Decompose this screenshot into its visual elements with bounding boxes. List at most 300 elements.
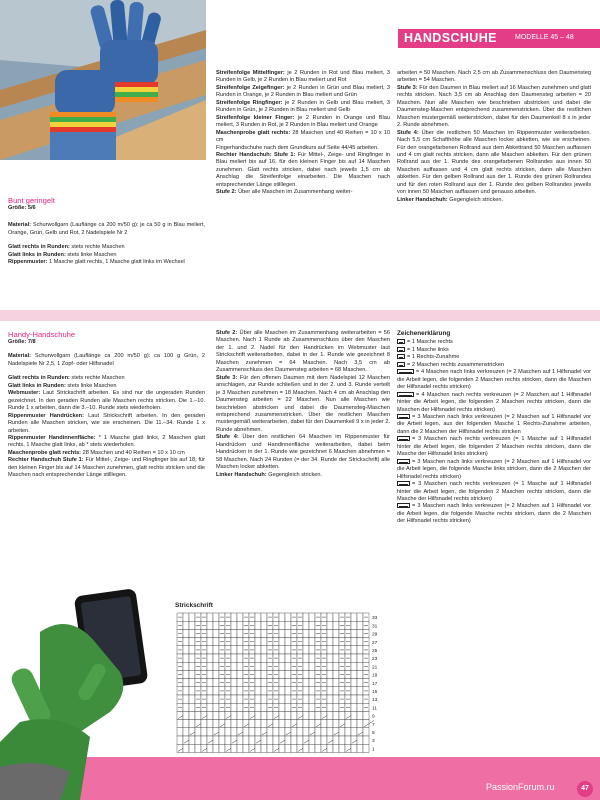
para: Rippenmuster Handinnenfläche: * 1 Masche glatt links, 2 Maschen glatt rechts, 1 Masche glatt links, ab * stets wiederholen. — [8, 434, 205, 449]
para: Maschenprobe glatt rechts: 28 Maschen und 40 Reihen = 10 x 10 cm — [8, 449, 185, 456]
para: Stufe 4: Über den restlichen 64 Maschen im Rippenmuster für Handrücken und Handinnenfläche weiterarbeiten, dabei beim Handrücken in der 1. Runde wie gezeichnet 6 Maschen abnehmen = 58 Maschen. Nach 24 Runden (= der 34. Runde der Strickschrift) alle Maschen locker abketten. — [216, 434, 390, 471]
chart-row-label: 33 — [372, 616, 378, 622]
chart-cell — [219, 736, 225, 744]
chart-cell — [219, 744, 225, 752]
chart-cell — [213, 662, 219, 670]
chart-cell — [207, 744, 213, 752]
chart-cell — [207, 728, 213, 736]
chart-cell — [183, 744, 189, 752]
section2-title: Handy-Handschuhe — [8, 330, 76, 339]
chart-cell — [327, 646, 333, 654]
chart-cell — [297, 728, 303, 736]
chart-cell — [231, 638, 237, 646]
chart-cell — [285, 613, 291, 621]
chart-cell — [303, 703, 309, 711]
chart-cell — [261, 736, 267, 744]
chart-cell — [213, 703, 219, 711]
chart-row-label: 13 — [372, 698, 378, 704]
chart-cell — [279, 613, 285, 621]
chart-cell — [183, 670, 189, 678]
chart-cell — [189, 621, 195, 629]
chart-cell — [309, 703, 315, 711]
chart-cell — [231, 720, 237, 728]
chart-cell — [261, 662, 267, 670]
chart-cell — [321, 720, 327, 728]
chart-cell — [279, 703, 285, 711]
chart-cell — [339, 736, 345, 744]
chart-cell — [219, 728, 225, 736]
chart-cell — [357, 621, 363, 629]
chart-cell — [249, 736, 255, 744]
chart-cell — [255, 629, 261, 637]
chart-cell — [333, 711, 339, 719]
chart-cell — [279, 638, 285, 646]
chart-cell — [303, 720, 309, 728]
para: Streifenfolge Zeigefinger: je 2 Runden in Grün und Blau meliert, 3 Runden in Orange, je 2 Runden in Blau meliert und Grün — [216, 84, 390, 99]
chart-cell — [285, 695, 291, 703]
chart-grid — [177, 613, 374, 752]
chart-cell — [273, 736, 279, 744]
chart-cell — [327, 728, 333, 736]
section1-size: Größe: 5/6 — [8, 205, 36, 211]
chart-cell — [183, 629, 189, 637]
chart-cell — [357, 670, 363, 678]
chart-cell — [231, 728, 237, 736]
chart-cell — [231, 621, 237, 629]
chart-cell — [357, 744, 363, 752]
chart-cell — [279, 679, 285, 687]
chart-cell — [183, 646, 189, 654]
section2-col2 — [216, 330, 390, 479]
chart-cell — [261, 646, 267, 654]
chart-cell — [309, 736, 315, 744]
chart-cell — [357, 662, 363, 670]
chart-cell — [357, 646, 363, 654]
chart-cell — [333, 703, 339, 711]
chart-cell — [327, 703, 333, 711]
chart-row-label: 17 — [372, 681, 378, 687]
chart-cell — [333, 662, 339, 670]
chart-cell — [333, 687, 339, 695]
chart-cell — [327, 613, 333, 621]
chart-cell — [327, 687, 333, 695]
chart-cell — [183, 662, 189, 670]
chart-cell — [237, 695, 243, 703]
chart-cell — [339, 728, 345, 736]
chart-cell — [183, 728, 189, 736]
chart-cell — [255, 703, 261, 711]
chart-row-label: 3 — [372, 739, 375, 745]
para: Stufe 3: Für den Daumen in Blau meliert auf 16 Maschen zunehmen und glatt rechts stricken. Nach 3,5 cm ab Anschlag den Daumensteg arbeiten = 20 Maschen. Nun alle Maschen wie beschrieben abstricken und dabei die Daumensteg-Maschen entsprechend zusammenstricken. Über die restlichen Maschen mustergemäß weiterstricken, dabei für den Daumenkeil 8 x in jeder 2. Runde abnehmen. — [397, 84, 592, 129]
para: Streifenfolge Ringfinger: je 2 Runden in Gelb und Blau meliert, 3 Runden in Grün, je 2 Runden in Blau meliert und Gelb — [216, 99, 390, 114]
chart-cell — [231, 646, 237, 654]
chart-cell — [339, 744, 345, 752]
chart-cell — [267, 711, 273, 719]
para: Rechter Handschuh: Stufe 1: Für Mittel-, Zeige- und Ringfinger in Blau meliert bis auf 16, für den kleinen Finger bis auf 14 Maschen zunehmen. Glatt rechts stricken, dabei nach jeweils 1,5 cm ab Anschlag die Streifenfolge einarbeiten. Die Maschen nach entsprechender Länge stilllegen. — [216, 151, 390, 188]
chart-cell — [189, 638, 195, 646]
chart-cell — [363, 711, 369, 719]
chart-cell — [177, 728, 183, 736]
chart-cell — [237, 621, 243, 629]
legend-item: = 3 Maschen nach rechts verkreuzen (= 1 Masche auf 1 Hilfsnadel hinter die Arbeit legen, die folgenden 2 Maschen rechts stricken, dann die Masche der Hilfsnadel rechts stricken) — [397, 481, 591, 502]
chart-cell — [333, 629, 339, 637]
legend-item: = 1 Rechts-Zunahme — [397, 354, 591, 361]
chart-cell — [285, 703, 291, 711]
chart-cell — [183, 638, 189, 646]
chart-cell — [267, 736, 273, 744]
legend-item: = 3 Maschen nach links verkreuzen (= 2 Maschen auf 1 Hilfsnadel vor die Arbeit legen, aus der folgenden Masche 1 Rechts-Zunahme arbeiten, dann die 2 Maschen der Hilfsnadel rechts stricken — [397, 413, 591, 435]
chart-row-label: 25 — [372, 649, 378, 654]
para: Stufe 2: Über alle Maschen im Zusammenhang weiter- — [216, 189, 353, 196]
chart-cell — [243, 711, 249, 719]
chart-cell — [189, 687, 195, 695]
chart-cell — [213, 687, 219, 695]
chart-cell — [291, 736, 297, 744]
chart-cell — [261, 613, 267, 621]
page-number: 47 — [577, 781, 593, 797]
chart-cell — [333, 736, 339, 744]
chart-cell — [201, 736, 207, 744]
site-watermark: PassionForum.ru — [486, 782, 555, 792]
chart-cell — [351, 720, 357, 728]
chart-cell — [309, 646, 315, 654]
chart-cell — [357, 629, 363, 637]
chart-cell — [231, 629, 237, 637]
chart-cell — [261, 670, 267, 678]
chart-cell — [195, 711, 201, 719]
chart-cell — [333, 679, 339, 687]
chart-cell — [231, 613, 237, 621]
chart-cell — [363, 744, 369, 752]
chart-cell — [189, 736, 195, 744]
chart-cell — [309, 720, 315, 728]
chart-cell — [207, 687, 213, 695]
chart-cell — [243, 744, 249, 752]
legend-item: = 4 Maschen nach rechts verkreuzen (= 2 Maschen auf 1 Hilfsnadel hinter die Arbeit legen, die folgenden 2 Maschen rechts stricken, dann die Maschen der Hilfsnadel rechts stricken) — [397, 391, 591, 413]
chart-cell — [201, 720, 207, 728]
legend-item: = 3 Maschen nach links verkreuzen (= 2 Maschen auf 1 Hilfsnadel vor die Arbeit legen, die folgende Masche rechts stricken, dann die 2 Maschen der Hilfsnadel rechts stricken) — [397, 503, 591, 525]
legend-item: = 1 Masche links — [397, 347, 591, 354]
chart-cell — [291, 711, 297, 719]
chart-cell — [249, 728, 255, 736]
chart-cell — [261, 711, 267, 719]
chart-cell — [183, 703, 189, 711]
chart-cell — [189, 654, 195, 662]
chart-cell — [303, 711, 309, 719]
chart-cell — [357, 720, 363, 728]
chart-cell — [189, 744, 195, 752]
chart-cell — [183, 654, 189, 662]
para: Stufe 2: Über alle Maschen im Zusammenhang weiterarbeiten = 56 Maschen. Nach 1 Runde ab Zusammenschluss über den Maschen der 1. und 2. Nadel für den Handrücken im Webmuster laut Strickschrift weiterarbeiten, dabei in der 1. Runde wie gezeichnet 8 Maschen zunehmen = 64 Maschen. Nach 3,5 cm ab Zusammenschluss den Daumensteg arbeiten = 68 Maschen. — [216, 330, 390, 374]
chart-cell — [279, 629, 285, 637]
chart-cell — [255, 679, 261, 687]
chart-cell — [195, 736, 201, 744]
chart-cell — [273, 728, 279, 736]
chart-cell — [261, 695, 267, 703]
chart-cell — [315, 736, 321, 744]
chart-cell — [303, 695, 309, 703]
section1-title: Bunt geringelt — [8, 196, 55, 205]
chart-cell — [255, 687, 261, 695]
chart-cell — [285, 736, 291, 744]
legend-title: Zeichenerklärung — [397, 330, 451, 337]
chart-row-label: 19 — [372, 673, 378, 679]
chart-cell — [309, 679, 315, 687]
chart-cell — [357, 695, 363, 703]
chart-cell — [333, 638, 339, 646]
legend-item: = 2 Maschen rechts zusammenstricken — [397, 362, 591, 369]
chart-cell — [285, 638, 291, 646]
legend — [397, 330, 591, 526]
chart-cell — [189, 629, 195, 637]
chart-cell — [189, 695, 195, 703]
chart-cell — [255, 621, 261, 629]
chart-cell — [255, 613, 261, 621]
chart-row-label: 9 — [372, 714, 375, 720]
chart-cell — [309, 638, 315, 646]
chart-cell — [285, 646, 291, 654]
chart-cell — [279, 621, 285, 629]
chart-cell — [351, 654, 357, 662]
photo-phone-gloves — [0, 572, 168, 800]
chart-cell — [279, 654, 285, 662]
gloves-photo-illustration — [0, 0, 206, 160]
chart-cell — [213, 744, 219, 752]
chart-cell — [351, 670, 357, 678]
para: Fingerhandschuhe nach dem Grundkurs auf Seite 44/45 arbeiten. — [216, 144, 379, 151]
chart-cell — [303, 621, 309, 629]
chart-cell — [315, 711, 321, 719]
chart-cell — [243, 736, 249, 744]
chart-cell — [327, 744, 333, 752]
chart-cell — [219, 711, 225, 719]
chart-title: Strickschrift — [175, 602, 213, 609]
chart-row-label: 7 — [372, 722, 375, 728]
chart-cell — [213, 736, 219, 744]
legend-item: = 4 Maschen nach links verkreuzen (= 2 Maschen auf 1 Hilfsnadel vor die Arbeit legen, die folgenden 2 Maschen rechts stricken, dann die Maschen der Hilfsnadel rechts stricken) — [397, 369, 591, 391]
chart-cell — [327, 679, 333, 687]
chart-cell — [261, 638, 267, 646]
chart-cell — [357, 687, 363, 695]
chart-cell — [177, 720, 183, 728]
chart-cell — [327, 638, 333, 646]
chart-cell — [237, 687, 243, 695]
chart-cell — [237, 662, 243, 670]
chart-cell — [195, 728, 201, 736]
chart-cell — [189, 720, 195, 728]
chart-cell — [213, 638, 219, 646]
chart-cell — [351, 621, 357, 629]
para: Rechter Handschuh Stufe 1: Für Mittel-, Zeige- und Ringfinger bis auf 18, für den kleinen Finger bis auf 14 Maschen zunehmen, glatt rechts stricken und die Maschen nach entsprechender Länge stilllegen. — [8, 457, 205, 479]
chart-cell — [213, 695, 219, 703]
chart-cell — [231, 711, 237, 719]
chart-cell — [303, 629, 309, 637]
chart-cell — [345, 728, 351, 736]
chart-cell — [327, 720, 333, 728]
chart-cell — [189, 613, 195, 621]
chart-cell — [351, 744, 357, 752]
chart-cell — [261, 687, 267, 695]
chart-cell — [177, 736, 183, 744]
chart-cell — [255, 670, 261, 678]
chart-cell — [255, 662, 261, 670]
chart-row-label: 5 — [372, 731, 375, 736]
chart-cell — [261, 679, 267, 687]
chart-cell — [303, 654, 309, 662]
chart-cell — [213, 670, 219, 678]
knitting-chart — [175, 610, 395, 758]
chart-cell — [231, 662, 237, 670]
para: arbeiten = 50 Maschen. Nach 2,5 cm ab Zusammenschluss den Daumensteg arbeiten = 54 Maschen. — [397, 70, 591, 84]
chart-cell — [237, 646, 243, 654]
header-models: MODELLE 45 – 48 — [515, 34, 574, 41]
page-header — [398, 29, 600, 48]
chart-cell — [243, 728, 249, 736]
chart-cell — [183, 720, 189, 728]
chart-cell — [255, 744, 261, 752]
chart-cell — [303, 670, 309, 678]
para: Material: Schurwollgarn (Lauflänge ca 200 m/50 g): je ca 50 g in Blau meliert, Orange, Grün, Gelb und Rot, 2 Nadelspiele Nr 2 — [8, 222, 205, 236]
chart-cell — [213, 711, 219, 719]
chart-cell — [303, 679, 309, 687]
chart-cell — [255, 646, 261, 654]
chart-cell — [273, 720, 279, 728]
chart-cell — [333, 646, 339, 654]
chart-cell — [207, 679, 213, 687]
chart-cell — [207, 670, 213, 678]
chart-cell — [261, 744, 267, 752]
chart-cell — [237, 654, 243, 662]
para: Glatt rechts in Runden: stets rechte Maschen — [8, 375, 125, 382]
chart-cell — [357, 711, 363, 719]
chart-cell — [333, 720, 339, 728]
chart-cell — [213, 621, 219, 629]
chart-cell — [231, 744, 237, 752]
chart-cell — [207, 703, 213, 711]
chart-cell — [213, 646, 219, 654]
chart-cell — [237, 703, 243, 711]
chart-cell — [363, 736, 369, 744]
chart-cell — [297, 720, 303, 728]
chart-cell — [309, 621, 315, 629]
chart-cell — [303, 646, 309, 654]
chart-cell — [351, 662, 357, 670]
chart-cell — [183, 695, 189, 703]
chart-cell — [285, 621, 291, 629]
chart-cell — [279, 646, 285, 654]
section1-col2 — [216, 70, 390, 197]
chart-cell — [213, 613, 219, 621]
chart-cell — [231, 654, 237, 662]
phone-gloves-illustration — [0, 572, 168, 800]
chart-cell — [207, 654, 213, 662]
chart-cell — [261, 621, 267, 629]
chart-cell — [351, 638, 357, 646]
chart-row-label: 31 — [372, 624, 378, 630]
chart-cell — [183, 621, 189, 629]
chart-cell — [351, 728, 357, 736]
chart-cell — [333, 613, 339, 621]
chart-cell — [285, 629, 291, 637]
chart-row-labels — [372, 615, 378, 752]
chart-cell — [225, 728, 231, 736]
chart-cell — [351, 711, 357, 719]
chart-cell — [351, 646, 357, 654]
chart-cell — [255, 720, 261, 728]
chart-cell — [189, 703, 195, 711]
chart-cell — [285, 720, 291, 728]
chart-cell — [213, 629, 219, 637]
chart-cell — [231, 687, 237, 695]
chart-cell — [303, 728, 309, 736]
para: Glatt links in Runden: stets linke Maschen — [8, 251, 117, 258]
chart-cell — [285, 654, 291, 662]
chart-cell — [345, 736, 351, 744]
chart-cell — [357, 679, 363, 687]
chart-cell — [309, 629, 315, 637]
chart-row-label: 27 — [372, 640, 378, 646]
chart-cell — [333, 744, 339, 752]
section2-size: Größe: 7/8 — [8, 339, 36, 345]
chart-cell — [357, 654, 363, 662]
chart-cell — [237, 679, 243, 687]
chart-cell — [351, 703, 357, 711]
chart-cell — [255, 654, 261, 662]
chart-cell — [291, 728, 297, 736]
chart-cell — [189, 670, 195, 678]
chart-cell — [261, 703, 267, 711]
chart-cell — [327, 695, 333, 703]
chart-cell — [261, 629, 267, 637]
chart-cell — [357, 736, 363, 744]
chart-cell — [195, 744, 201, 752]
legend-item: = 1 Masche rechts — [397, 339, 591, 346]
chart-cell — [333, 695, 339, 703]
chart-cell — [327, 621, 333, 629]
chart-cell — [189, 646, 195, 654]
chart-cell — [207, 646, 213, 654]
section2-col1 — [8, 330, 205, 480]
chart-cell — [363, 728, 369, 736]
para: Rippenmuster: 1 Masche glatt rechts, 1 Masche glatt links im Wechsel — [8, 259, 185, 266]
para: Glatt links in Runden: stets linke Maschen — [8, 382, 117, 389]
chart-cell — [303, 662, 309, 670]
chart-cell — [183, 687, 189, 695]
chart-row-label: 23 — [372, 657, 378, 663]
chart-cell — [249, 720, 255, 728]
chart-cell — [267, 744, 273, 752]
chart-cell — [279, 728, 285, 736]
chart-cell — [279, 662, 285, 670]
chart-cell — [327, 654, 333, 662]
chart-cell — [255, 638, 261, 646]
chart-cell — [255, 711, 261, 719]
chart-cell — [285, 662, 291, 670]
chart-cell — [279, 695, 285, 703]
chart-cell — [183, 679, 189, 687]
chart-cell — [237, 629, 243, 637]
chart-cell — [309, 711, 315, 719]
chart-cell — [309, 654, 315, 662]
para: Linker Handschuh: Gegengleich stricken. — [397, 196, 504, 203]
chart-cell — [207, 695, 213, 703]
para: Linker Handschuh: Gegengleich stricken. — [216, 471, 323, 478]
chart-cell — [279, 711, 285, 719]
para: Streifenfolge Mittelfinger: je 2 Runden in Rot und Blau meliert, 3 Runden in Gelb, je 2 Runden in Blau meliert und Rot — [216, 70, 390, 84]
chart-cell — [279, 720, 285, 728]
chart-cell — [237, 613, 243, 621]
chart-cell — [207, 621, 213, 629]
